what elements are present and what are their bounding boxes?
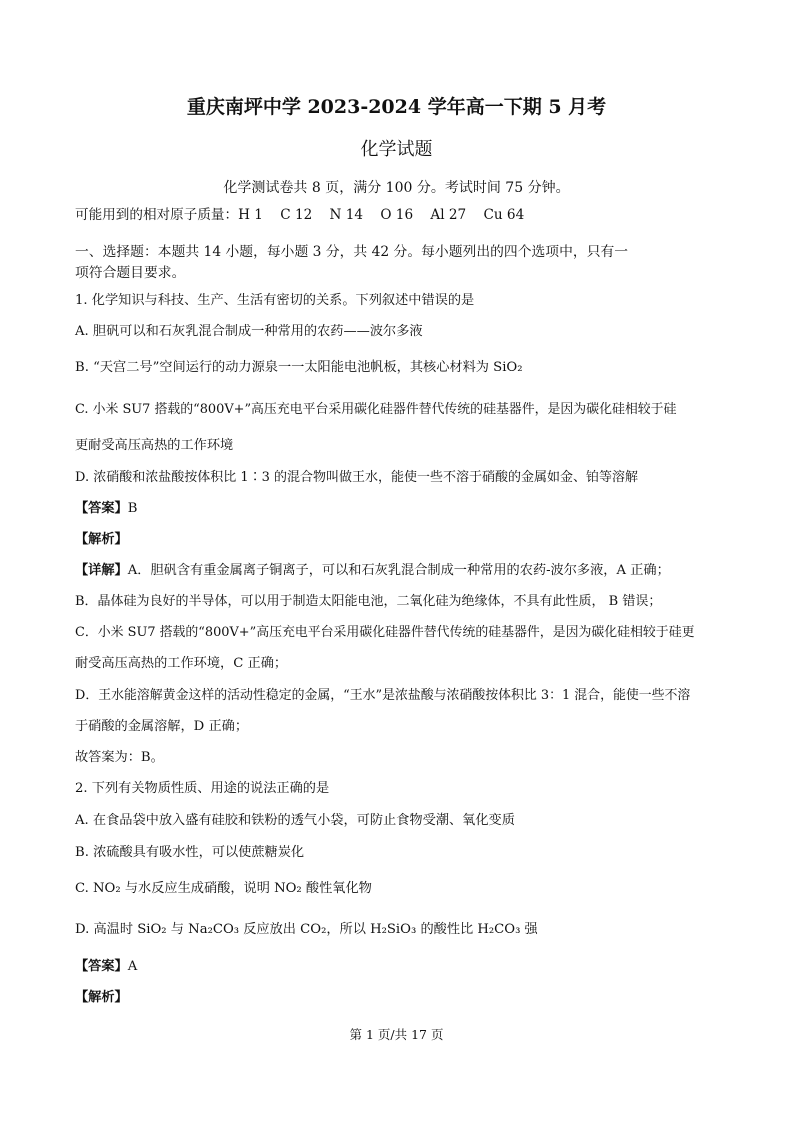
question-1-detail-c-line1: C．小米 SU7 搭载的“800V+”高压充电平台采用碳化硅器件替代传统的硅基器件，是因为碳化硅相较于硅更	[75, 625, 695, 640]
question-2-option-d: D. 高温时 SiO₂ 与 Na₂CO₃ 反应放出 CO₂，所以 H₂SiO₃ 的酸性比 H₂CO₃ 强	[75, 922, 538, 937]
question-1-detail-d-line1: D．王水能溶解黄金这样的活动性稳定的金属，“王水”是浓盐酸与浓硝酸按体积比 3：1 混合，能使一些不溶	[75, 688, 691, 703]
atomic-mass-line: 可能用到的相对原子质量：H 1 C 12 N 14 O 16 Al 27 Cu 64	[75, 207, 525, 223]
answer-tag: 【答案】	[75, 959, 128, 974]
question-1-detail-a	[75, 562, 670, 580]
question-1-detail-d-line2: 于硝酸的金属溶解，D 正确；	[75, 719, 249, 734]
question-2-option-c: C. NO₂ 与水反应生成硝酸，说明 NO₂ 酸性氧化物	[75, 881, 372, 896]
exam-info: 化学测试卷共 8 页，满分 100 分。考试时间 75 分钟。	[223, 180, 570, 196]
page-footer: 第 1 页/共 17 页	[349, 1027, 444, 1042]
question-2-option-a: A. 在食品袋中放入盛有硅胶和铁粉的透气小袋，可防止食物受潮、氧化变质	[75, 813, 515, 828]
question-2-answer	[75, 958, 137, 976]
question-2-stem: 2. 下列有关物质性质、用途的说法正确的是	[75, 781, 330, 796]
question-1-conclusion: 故答案为：B。	[75, 750, 164, 765]
detail-tag: 【详解】	[75, 563, 128, 578]
question-2-analysis-tag: 【解析】	[75, 990, 128, 1005]
exam-title: 重庆南坪中学 2023-2024 学年高一下期 5 月考	[186, 96, 607, 118]
section-heading-line1: 一、选择题：本题共 14 小题，每小题 3 分，共 42 分。每小题列出的四个选项中，只有一	[75, 244, 629, 260]
question-1-answer	[75, 500, 137, 518]
question-1-option-a: A. 胆矾可以和石灰乳混合制成一种常用的农药——波尔多液	[75, 324, 423, 339]
answer-value: B	[127, 501, 138, 516]
question-1-option-b: B. “天宫二号”空间运行的动力源泉一一太阳能电池帆板，其核心材料为 SiO₂	[75, 360, 523, 375]
section-heading-line2: 项符合题目要求。	[75, 265, 186, 281]
detail-a-text: A．胆矾含有重金属离子铜离子，可以和石灰乳混合制成一种常用的农药-波尔多液，A 正确；	[127, 563, 670, 578]
exam-subtitle: 化学试题	[360, 139, 433, 160]
question-2-option-b: B. 浓硫酸具有吸水性，可以使蔗糖炭化	[75, 845, 305, 860]
question-1-option-d: D. 浓硝酸和浓盐酸按体积比 1∶3 的混合物叫做王水，能使一些不溶于硝酸的金属如金、铂等溶解	[75, 470, 639, 485]
question-1-stem: 1. 化学知识与科技、生产、生活有密切的关系。下列叙述中错误的是	[75, 293, 475, 308]
question-1-option-c-line1: C. 小米 SU7 搭载的“800V+”高压充电平台采用碳化硅器件替代传统的硅基器件，是因为碳化硅相较于硅	[75, 402, 677, 417]
question-1-analysis-tag: 【解析】	[75, 532, 128, 547]
question-1-option-c-line2: 更耐受高压高热的工作环境	[75, 438, 234, 453]
question-1-detail-b: B．晶体硅为良好的半导体，可以用于制造太阳能电池，二氧化硅为绝缘体，不具有此性质， B 错误；	[75, 594, 662, 609]
answer-value: A	[127, 959, 138, 974]
question-1-detail-c-line2: 耐受高压高热的工作环境，C 正确；	[75, 656, 288, 671]
answer-tag: 【答案】	[75, 501, 128, 516]
